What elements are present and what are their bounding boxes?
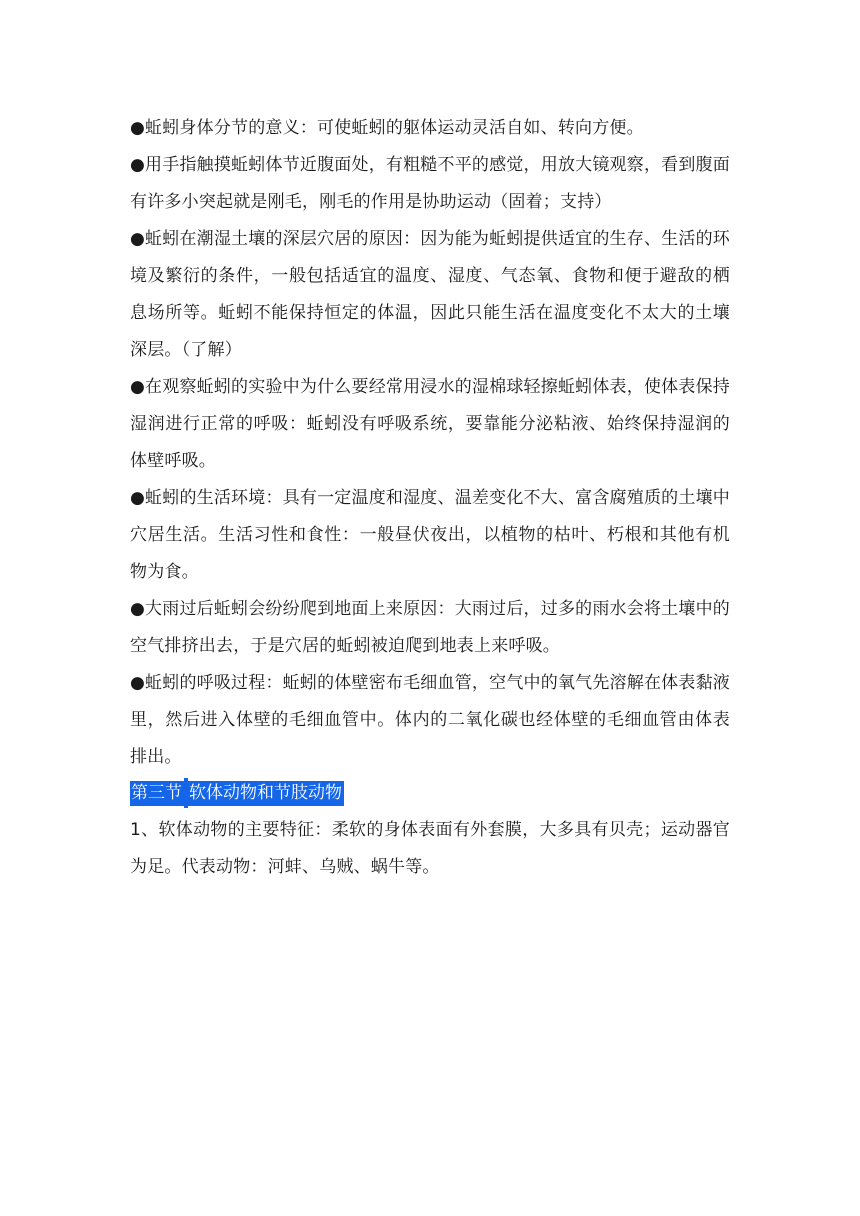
- paragraph-moist-experiment: ●在观察蚯蚓的实验中为什么要经常用浸水的湿棉球轻擦蚯蚓体表，使体表保持湿润进行正常的呼吸：蚯蚓没有呼吸系统，要靠能分泌粘液、始终保持湿润的体壁呼吸。: [130, 377, 730, 471]
- paragraph-habitat-reason: ●蚯蚓在潮湿土壤的深层穴居的原因：因为能为蚯蚓提供适宜的生存、生活的环境及繁衍的条件，一般包括适宜的温度、湿度、气态氧、食物和便于避敌的栖息场所等。蚯蚓不能保持恒定的体温，因此只能生活在温度变化不太大的土壤深层。（了解）: [130, 229, 730, 360]
- section-title: 软体动物和节肢动物: [188, 781, 344, 806]
- paragraph-segmentation: ●蚯蚓身体分节的意义：可使蚯蚓的躯体运动灵活自如、转向方便。: [130, 118, 644, 138]
- paragraph-living-environment: ●蚯蚓的生活环境：具有一定温度和湿度、温差变化不大、富含腐殖质的土壤中穴居生活。生活习性和食性：一般昼伏夜出，以植物的枯叶、朽根和其他有机物为食。: [130, 488, 730, 582]
- section-number: 第三节: [130, 781, 184, 806]
- paragraph-setae: ●用手指触摸蚯蚓体节近腹面处，有粗糙不平的感觉，用放大镜观察，看到腹面有许多小突起就是刚毛，刚毛的作用是协助运动（固着；支持）: [130, 155, 730, 212]
- paragraph-respiration: ●蚯蚓的呼吸过程：蚯蚓的体壁密布毛细血管，空气中的氧气先溶解在体表黏液里，然后进入体壁的毛细血管中。体内的二氧化碳也经体壁的毛细血管由体表排出。: [130, 673, 730, 767]
- paragraph-after-rain: ●大雨过后蚯蚓会纷纷爬到地面上来原因：大雨过后，过多的雨水会将土壤中的空气排挤出去，于是穴居的蚯蚓被迫爬到地表上来呼吸。: [130, 599, 730, 656]
- document-body: [130, 110, 730, 886]
- paragraph-mollusk-features: 1、软体动物的主要特征：柔软的身体表面有外套膜，大多具有贝壳；运动器官为足。代表动物：河蚌、乌贼、蜗牛等。: [130, 820, 730, 877]
- section-heading: [130, 778, 730, 808]
